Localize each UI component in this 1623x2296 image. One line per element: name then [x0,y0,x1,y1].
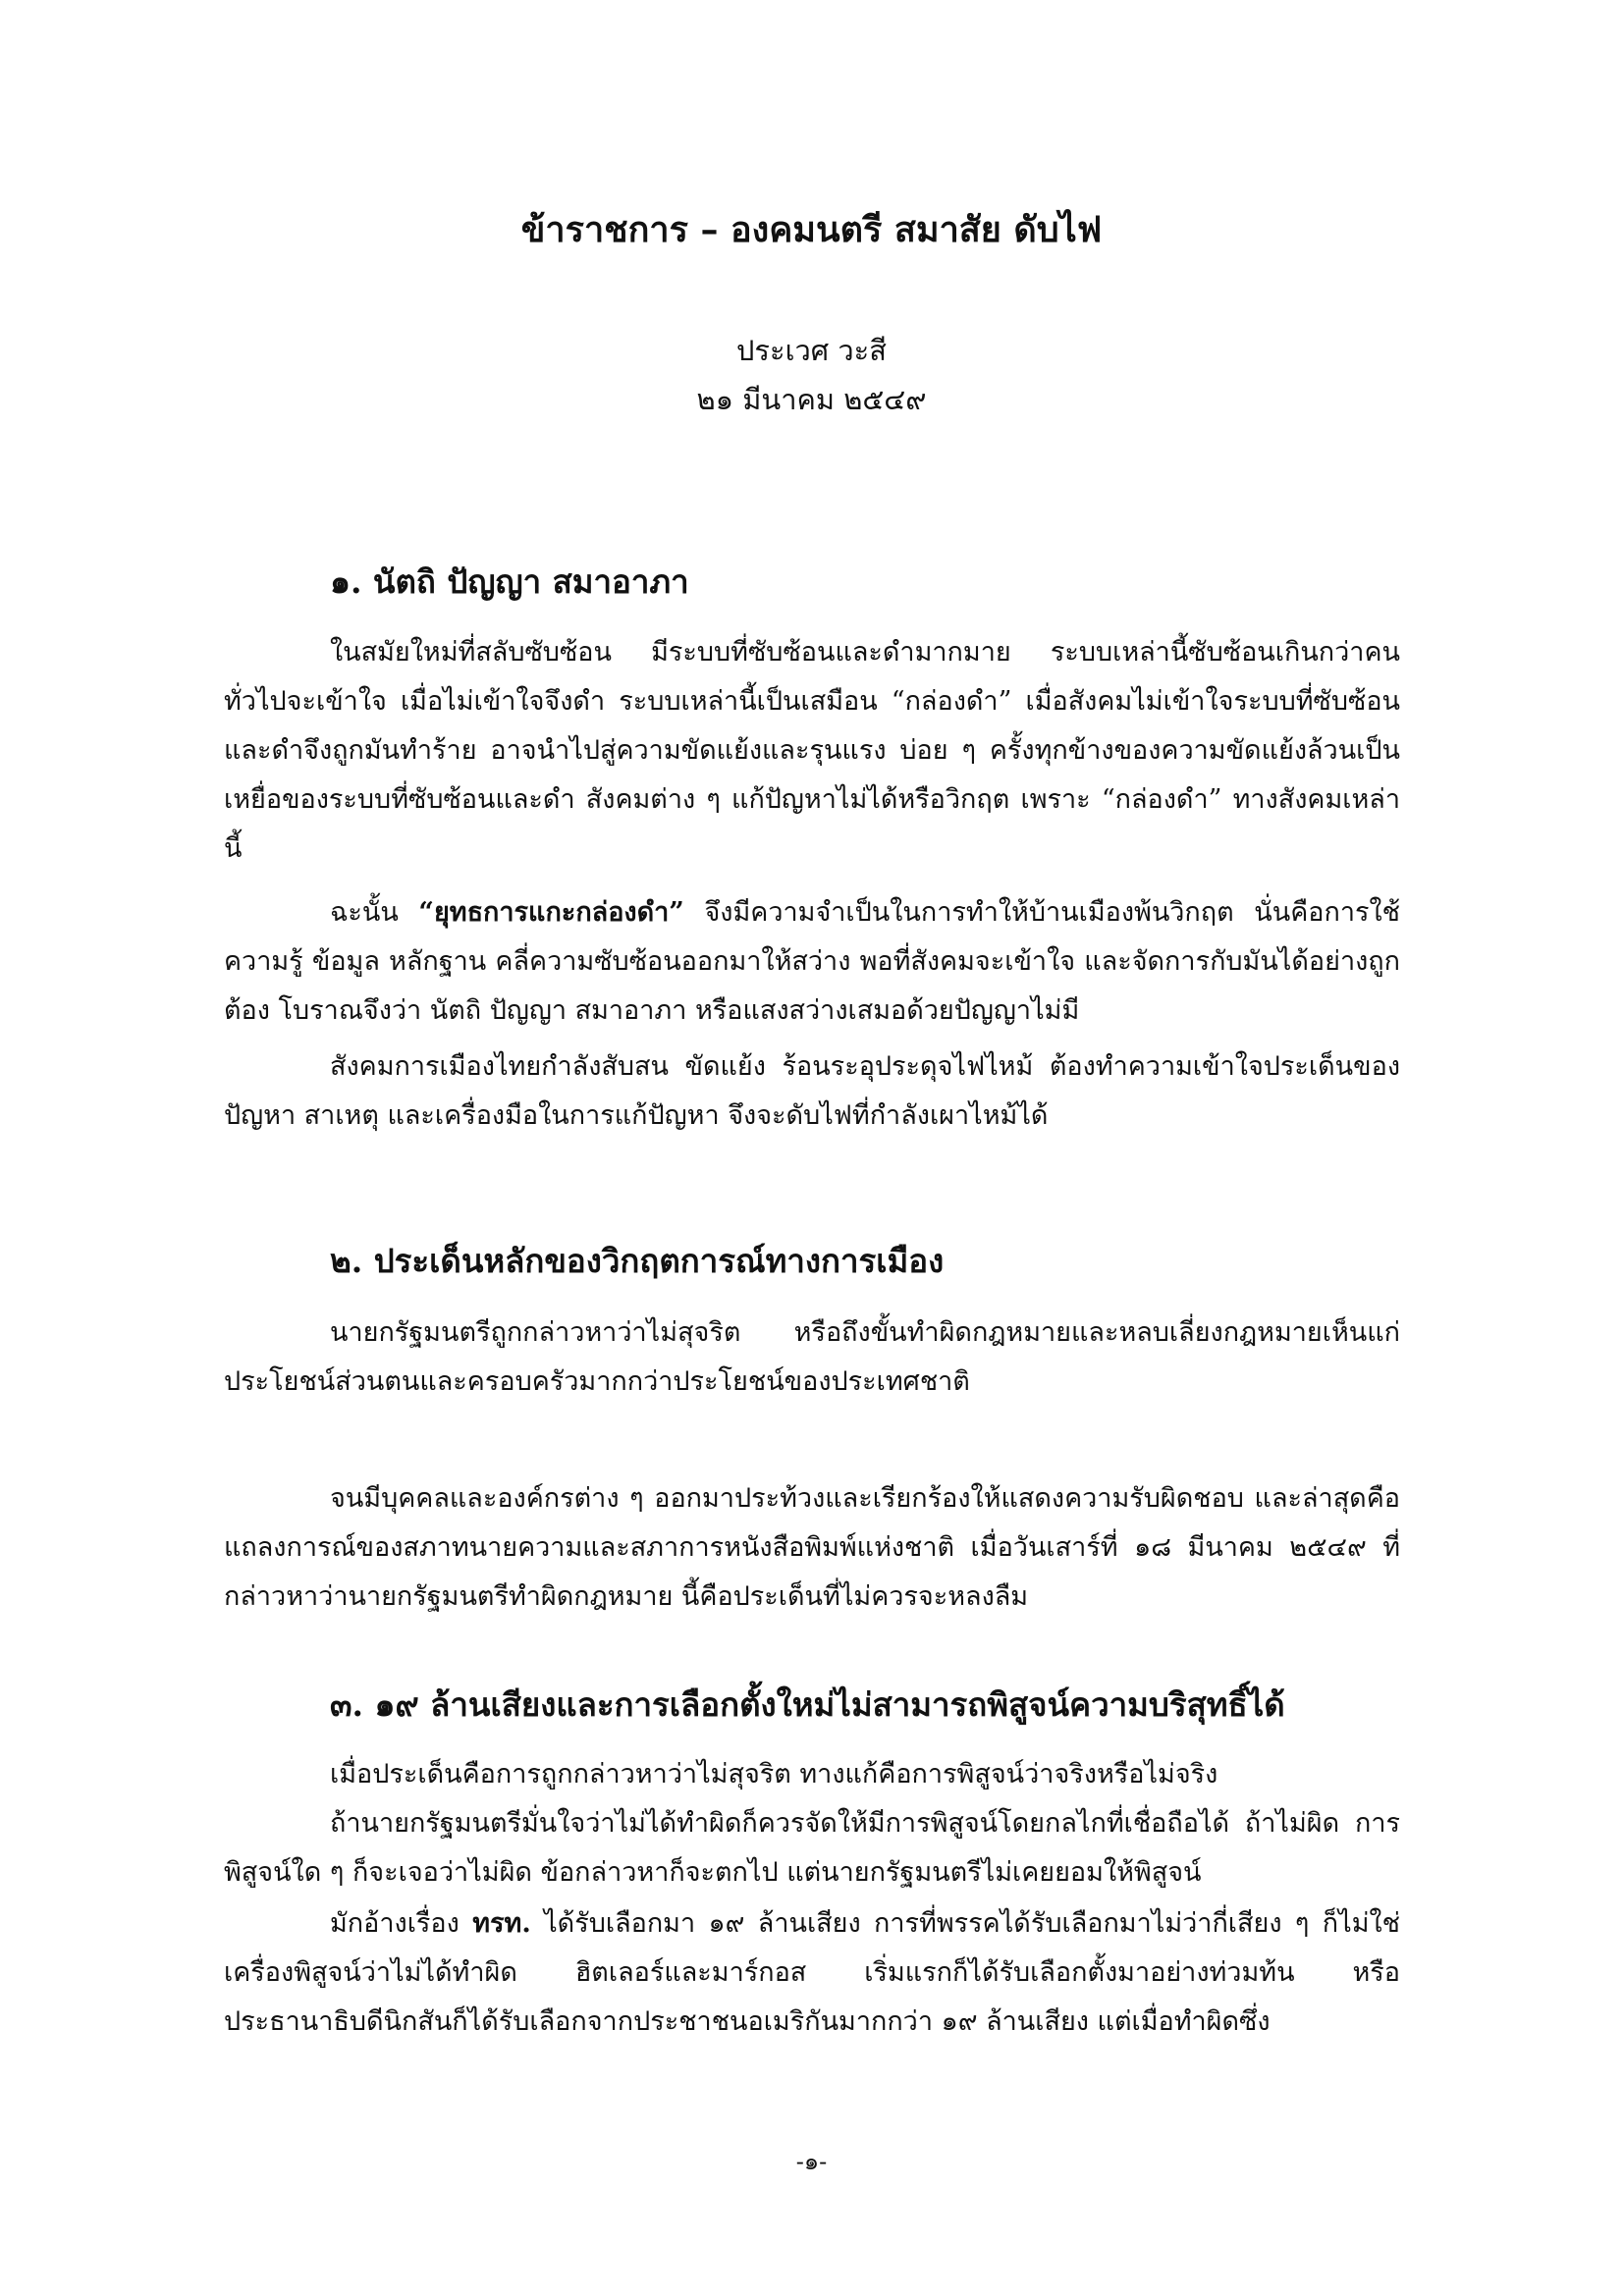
section-1-paragraph-1: ในสมัยใหม่ที่สลับซับซ้อน มีระบบที่ซับซ้อนและดำมากมาย ระบบเหล่านี้ซับซ้อนเกินกว่าคนทั่วไปจะเข้าใจ เมื่อไม่เข้าใจจึงดำ ระบบเหล่านี้เป็นเสมือน “กล่องดำ” เมื่อสังคมไม่เข้าใจระบบที่ซับซ้อนและดำจึงถูกมันทำร้าย อาจนำไปสู่ความขัดแย้งและรุนแรง บ่อย ๆ ครั้งทุกข้างของความขัดแย้งล้วนเป็นเหยื่อของระบบที่ซับซ้อนและดำ สังคมต่าง ๆ แก้ปัญหาไม่ได้หรือวิกฤต เพราะ “กล่องดำ” ทางสังคมเหล่านี้ [224,637,1400,864]
author-name: ประเวศ วะสี [736,334,887,367]
section-1-heading: ๑. นัตถิ ปัญญา สมาอาภา [330,562,689,601]
section-3-paragraph-2: ถ้านายกรัฐมนตรีมั่นใจว่าไม่ได้ทำผิดก็ควรจัดให้มีการพิสูจน์โดยกลไกที่เชื่อถือได้ ถ้าไม่ผิด การพิสูจน์ใด ๆ ก็จะเจอว่าไม่ผิด ข้อกล่าวหาก็จะตกไป แต่นายกรัฐมนตรีไม่เคยยอมให้พิสูจน์ [224,1808,1400,1888]
section-3-paragraph-3 [224,1899,1400,2047]
document-date: ๒๑ มีนาคม ๒๕๔๙ [696,383,927,416]
section-1-paragraph-3: สังคมการเมืองไทยกำลังสับสน ขัดแย้ง ร้อนระอุประดุจไฟไหม้ ต้องทำความเข้าใจประเด็นของปัญหา สาเหตุ และเครื่องมือในการแก้ปัญหา จึงจะดับไฟที่กำลังเผาไหม้ได้ [224,1051,1400,1131]
section-2-heading: ๒. ประเด็นหลักของวิกฤตการณ์ทางการเมือง [330,1242,945,1280]
bold-term: ทรท. [472,1908,531,1939]
bold-term: “ยุทธการแกะกล่องดำ” [418,897,684,928]
section-1-paragraph-2 [224,888,1400,1036]
page-number: -๑- [795,2148,828,2175]
paragraph-suffix: จึงมีความจำเป็นในการทำให้บ้านเมืองพ้นวิกฤต นั่นคือการใช้ความรู้ ข้อมูล หลักฐาน คลี่ความซับซ้อนออกมาให้สว่าง พอที่สังคมจะเข้าใจ และจัดการกับมันได้อย่างถูกต้อง โบราณจึงว่า นัตถิ ปัญญา สมาอาภา หรือแสงสว่างเสมอด้วยปัญญาไม่มี [224,897,1400,1026]
document-title: ข้าราชการ – องคมนตรี สมาสัย ดับไฟ [520,209,1103,250]
section-3-heading: ๓. ๑๙ ล้านเสียงและการเลือกตั้งใหม่ไม่สามารถพิสูจน์ความบริสุทธิ์ได้ [330,1685,1285,1724]
paragraph-suffix: ได้รับเลือกมา ๑๙ ล้านเสียง การที่พรรคได้รับเลือกมาไม่ว่ากี่เสียง ๆ ก็ไม่ใช่เครื่องพิสูจน์ว่าไม่ได้ทำผิด ฮิตเลอร์และมาร์กอส เริ่มแรกก็ได้รับเลือกตั้งมาอย่างท่วมท้น หรือประธานาธิบดีนิกสันก็ได้รับเลือกจากประชาชนอเมริกันมากกว่า ๑๙ ล้านเสียง แต่เมื่อทำผิดซึ่ง [224,1908,1400,2037]
section-2-paragraph-2: จนมีบุคคลและองค์กรต่าง ๆ ออกมาประท้วงและเรียกร้องให้แสดงความรับผิดชอบ และล่าสุดคือแถลงการณ์ของสภาทนายความและสภาการหนังสือพิมพ์แห่งชาติ เมื่อวันเสาร์ที่ ๑๘ มีนาคม ๒๕๔๙ ที่กล่าวหาว่านายกรัฐมนตรีทำผิดกฎหมาย นี้คือประเด็นที่ไม่ควรจะหลงลืม [224,1483,1400,1612]
paragraph-prefix: มักอ้างเรื่อง [330,1908,473,1939]
section-3-paragraph-1: เมื่อประเด็นคือการถูกกล่าวหาว่าไม่สุจริต ทางแก้คือการพิสูจน์ว่าจริงหรือไม่จริง [330,1759,1218,1789]
paragraph-prefix: ฉะนั้น [330,897,419,928]
section-2-paragraph-1: นายกรัฐมนตรีถูกกล่าวหาว่าไม่สุจริต หรือถึงขั้นทำผิดกฎหมายและหลบเลี่ยงกฎหมายเห็นแก่ประโยชน์ส่วนตนและครอบครัวมากกว่าประโยชน์ของประเทศชาติ [224,1317,1400,1397]
